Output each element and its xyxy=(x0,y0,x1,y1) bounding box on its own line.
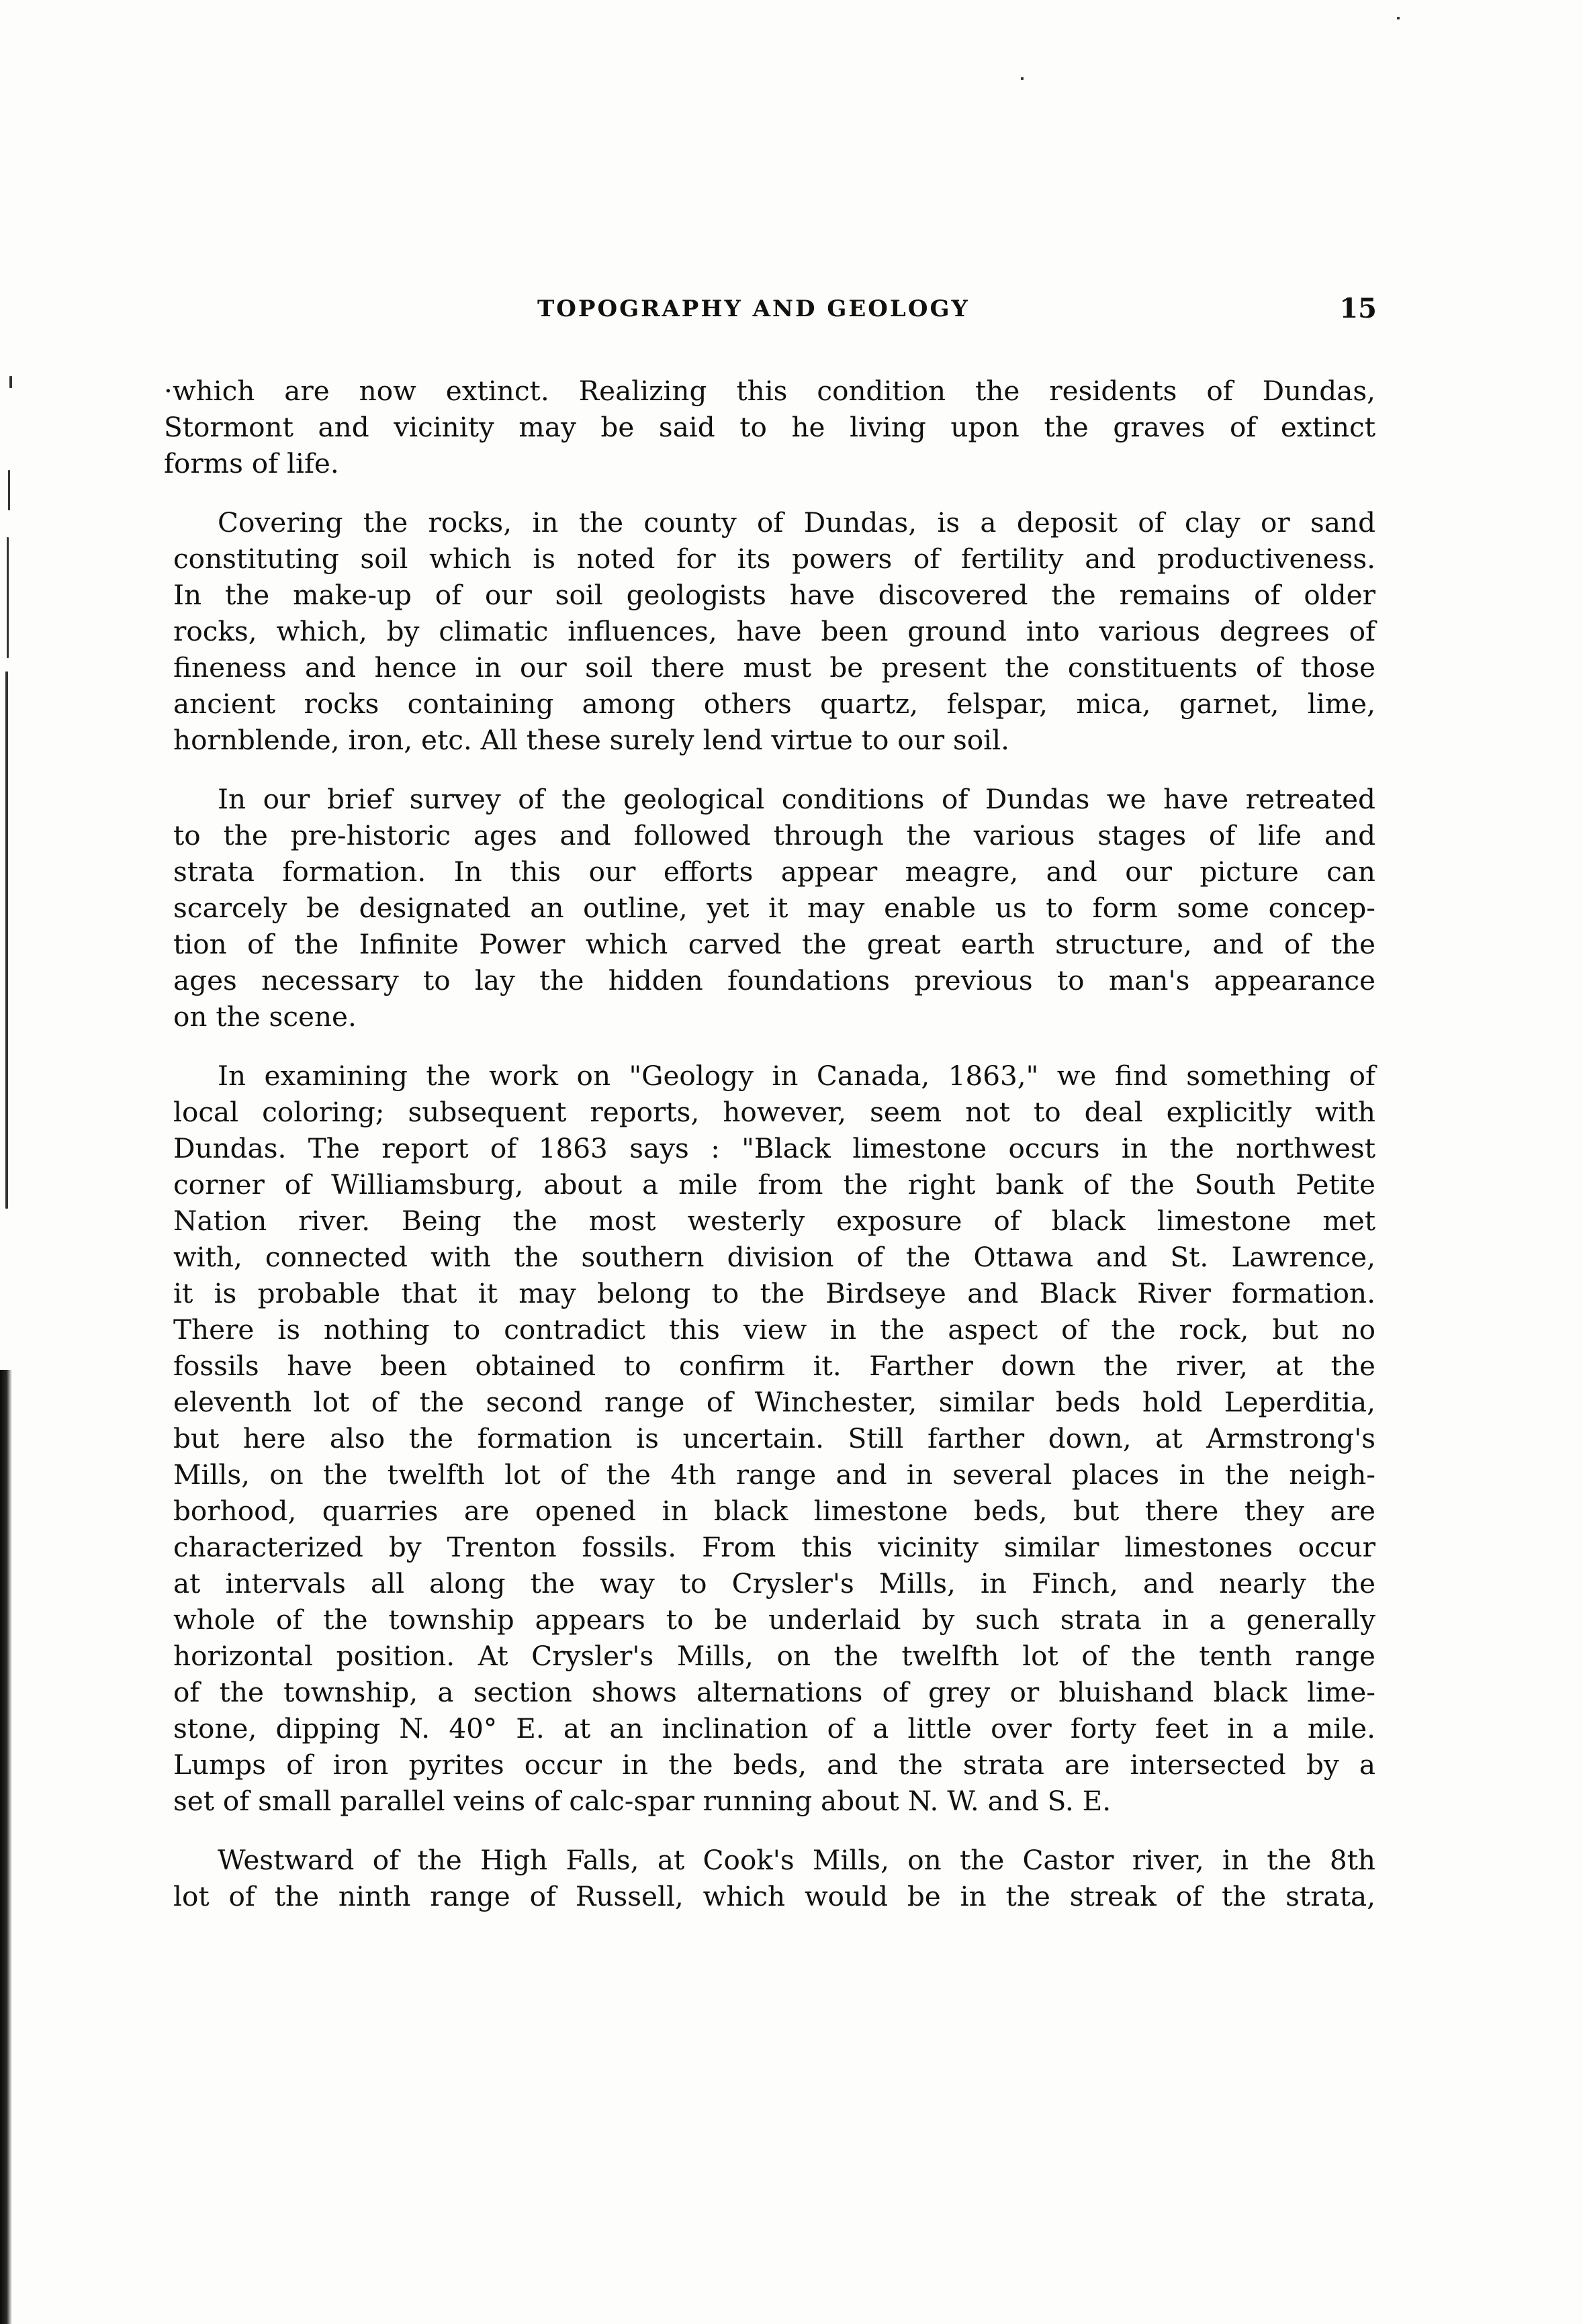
text-line: Mills, on the twelfth lot of the 4th range and in several places in the neigh- xyxy=(173,1458,1375,1491)
text-line: Lumps of iron pyrites occur in the beds, and the strata are intersected by a xyxy=(173,1749,1375,1781)
text-line: rocks, which, by climatic influences, have been ground into various degrees of xyxy=(173,615,1375,647)
edge-speck xyxy=(7,537,9,658)
text-line: at intervals all along the way to Crysler's Mills, in Finch, and nearly the xyxy=(173,1567,1375,1599)
text-line: strata formation. In this our efforts appear meagre, and our picture can xyxy=(173,855,1375,888)
text-line: lot of the ninth range of Russell, which would be in the streak of the strata, xyxy=(173,1880,1375,1912)
running-header xyxy=(181,295,1377,336)
edge-speck xyxy=(5,671,8,1209)
edge-speck xyxy=(8,470,10,510)
text-line: horizontal position. At Crysler's Mills, on the twelfth lot of the tenth range xyxy=(173,1640,1375,1672)
running-title: TOPOGRAPHY AND GEOLOGY xyxy=(537,295,970,322)
text-line: whole of the township appears to be underlaid by such strata in a generally xyxy=(173,1603,1375,1636)
text-line: ages necessary to lay the hidden foundations previous to man's appearance xyxy=(173,964,1375,996)
page-number: 15 xyxy=(1339,293,1377,324)
binding-edge-shadow xyxy=(0,1370,12,2324)
text-line: stone, dipping N. 40° E. at an inclination of a little over forty feet in a mile. xyxy=(173,1712,1375,1745)
body-text xyxy=(164,373,1375,1937)
text-line: with, connected with the southern division of the Ottawa and St. Lawrence, xyxy=(173,1241,1375,1273)
paragraph xyxy=(173,781,1375,1035)
edge-speck xyxy=(9,376,12,388)
text-line: to the pre-historic ages and followed through the various stages of life and xyxy=(173,819,1375,851)
paragraph xyxy=(173,504,1375,758)
text-line: constituting soil which is noted for its powers of fertility and productiveness. xyxy=(173,543,1375,575)
text-line: scarcely be designated an outline, yet it may enable us to form some concep- xyxy=(173,892,1375,924)
text-line: In examining the work on "Geology in Canada, 1863," we find something of xyxy=(218,1060,1375,1092)
text-line: but here also the formation is uncertain. Still farther down, at Armstrong's xyxy=(173,1422,1375,1454)
text-line: In our brief survey of the geological conditions of Dundas we have retreated xyxy=(218,783,1375,815)
text-line: hornblende, iron, etc. All these surely lend virtue to our soil. xyxy=(173,724,1009,756)
text-line: borhood, quarries are opened in black limestone beds, but there they are xyxy=(173,1495,1375,1527)
edge-speck xyxy=(1397,17,1400,19)
text-line: In the make-up of our soil geologists have discovered the remains of older xyxy=(173,579,1375,611)
text-line: it is probable that it may belong to the Birdseye and Black River formation. xyxy=(173,1277,1375,1309)
text-line: set of small parallel veins of calc-spar running about N. W. and S. E. xyxy=(173,1785,1112,1817)
paragraph xyxy=(173,1842,1375,1914)
text-line: Westward of the High Falls, at Cook's Mills, on the Castor river, in the 8th xyxy=(218,1844,1375,1876)
text-line: local coloring; subsequent reports, however, seem not to deal explicitly with xyxy=(173,1096,1375,1128)
text-line: fossils have been obtained to confirm it. Farther down the river, at the xyxy=(173,1350,1375,1382)
text-line: Dundas. The report of 1863 says : "Black limestone occurs in the northwest xyxy=(173,1132,1375,1164)
paragraph xyxy=(164,373,1375,481)
paragraph xyxy=(173,1058,1375,1819)
text-line: corner of Williamsburg, about a mile from the right bank of the South Petite xyxy=(173,1168,1375,1201)
text-line: There is nothing to contradict this view in the aspect of the rock, but no xyxy=(173,1313,1375,1346)
text-line: Covering the rocks, in the county of Dundas, is a deposit of clay or sand xyxy=(218,506,1375,539)
text-line: ·which are now extinct. Realizing this condition the residents of Dundas, xyxy=(164,375,1375,407)
text-line: Stormont and vicinity may be said to he living upon the graves of extinct xyxy=(164,411,1375,443)
text-line: Nation river. Being the most westerly exposure of black limestone met xyxy=(173,1205,1375,1237)
text-line: forms of life. xyxy=(164,447,339,479)
text-line: of the township, a section shows alternations of grey or bluishand black lime- xyxy=(173,1676,1375,1708)
text-line: ancient rocks containing among others quartz, felspar, mica, garnet, lime, xyxy=(173,688,1375,720)
text-line: tion of the Infinite Power which carved the great earth structure, and of the xyxy=(173,928,1375,960)
text-line: on the scene. xyxy=(173,1001,357,1033)
text-line: fineness and hence in our soil there must be present the constituents of those xyxy=(173,651,1375,684)
text-line: characterized by Trenton fossils. From this vicinity similar limestones occur xyxy=(173,1531,1375,1563)
edge-speck xyxy=(1021,77,1024,80)
text-line: eleventh lot of the second range of Winchester, similar beds hold Leperditia, xyxy=(173,1386,1375,1418)
